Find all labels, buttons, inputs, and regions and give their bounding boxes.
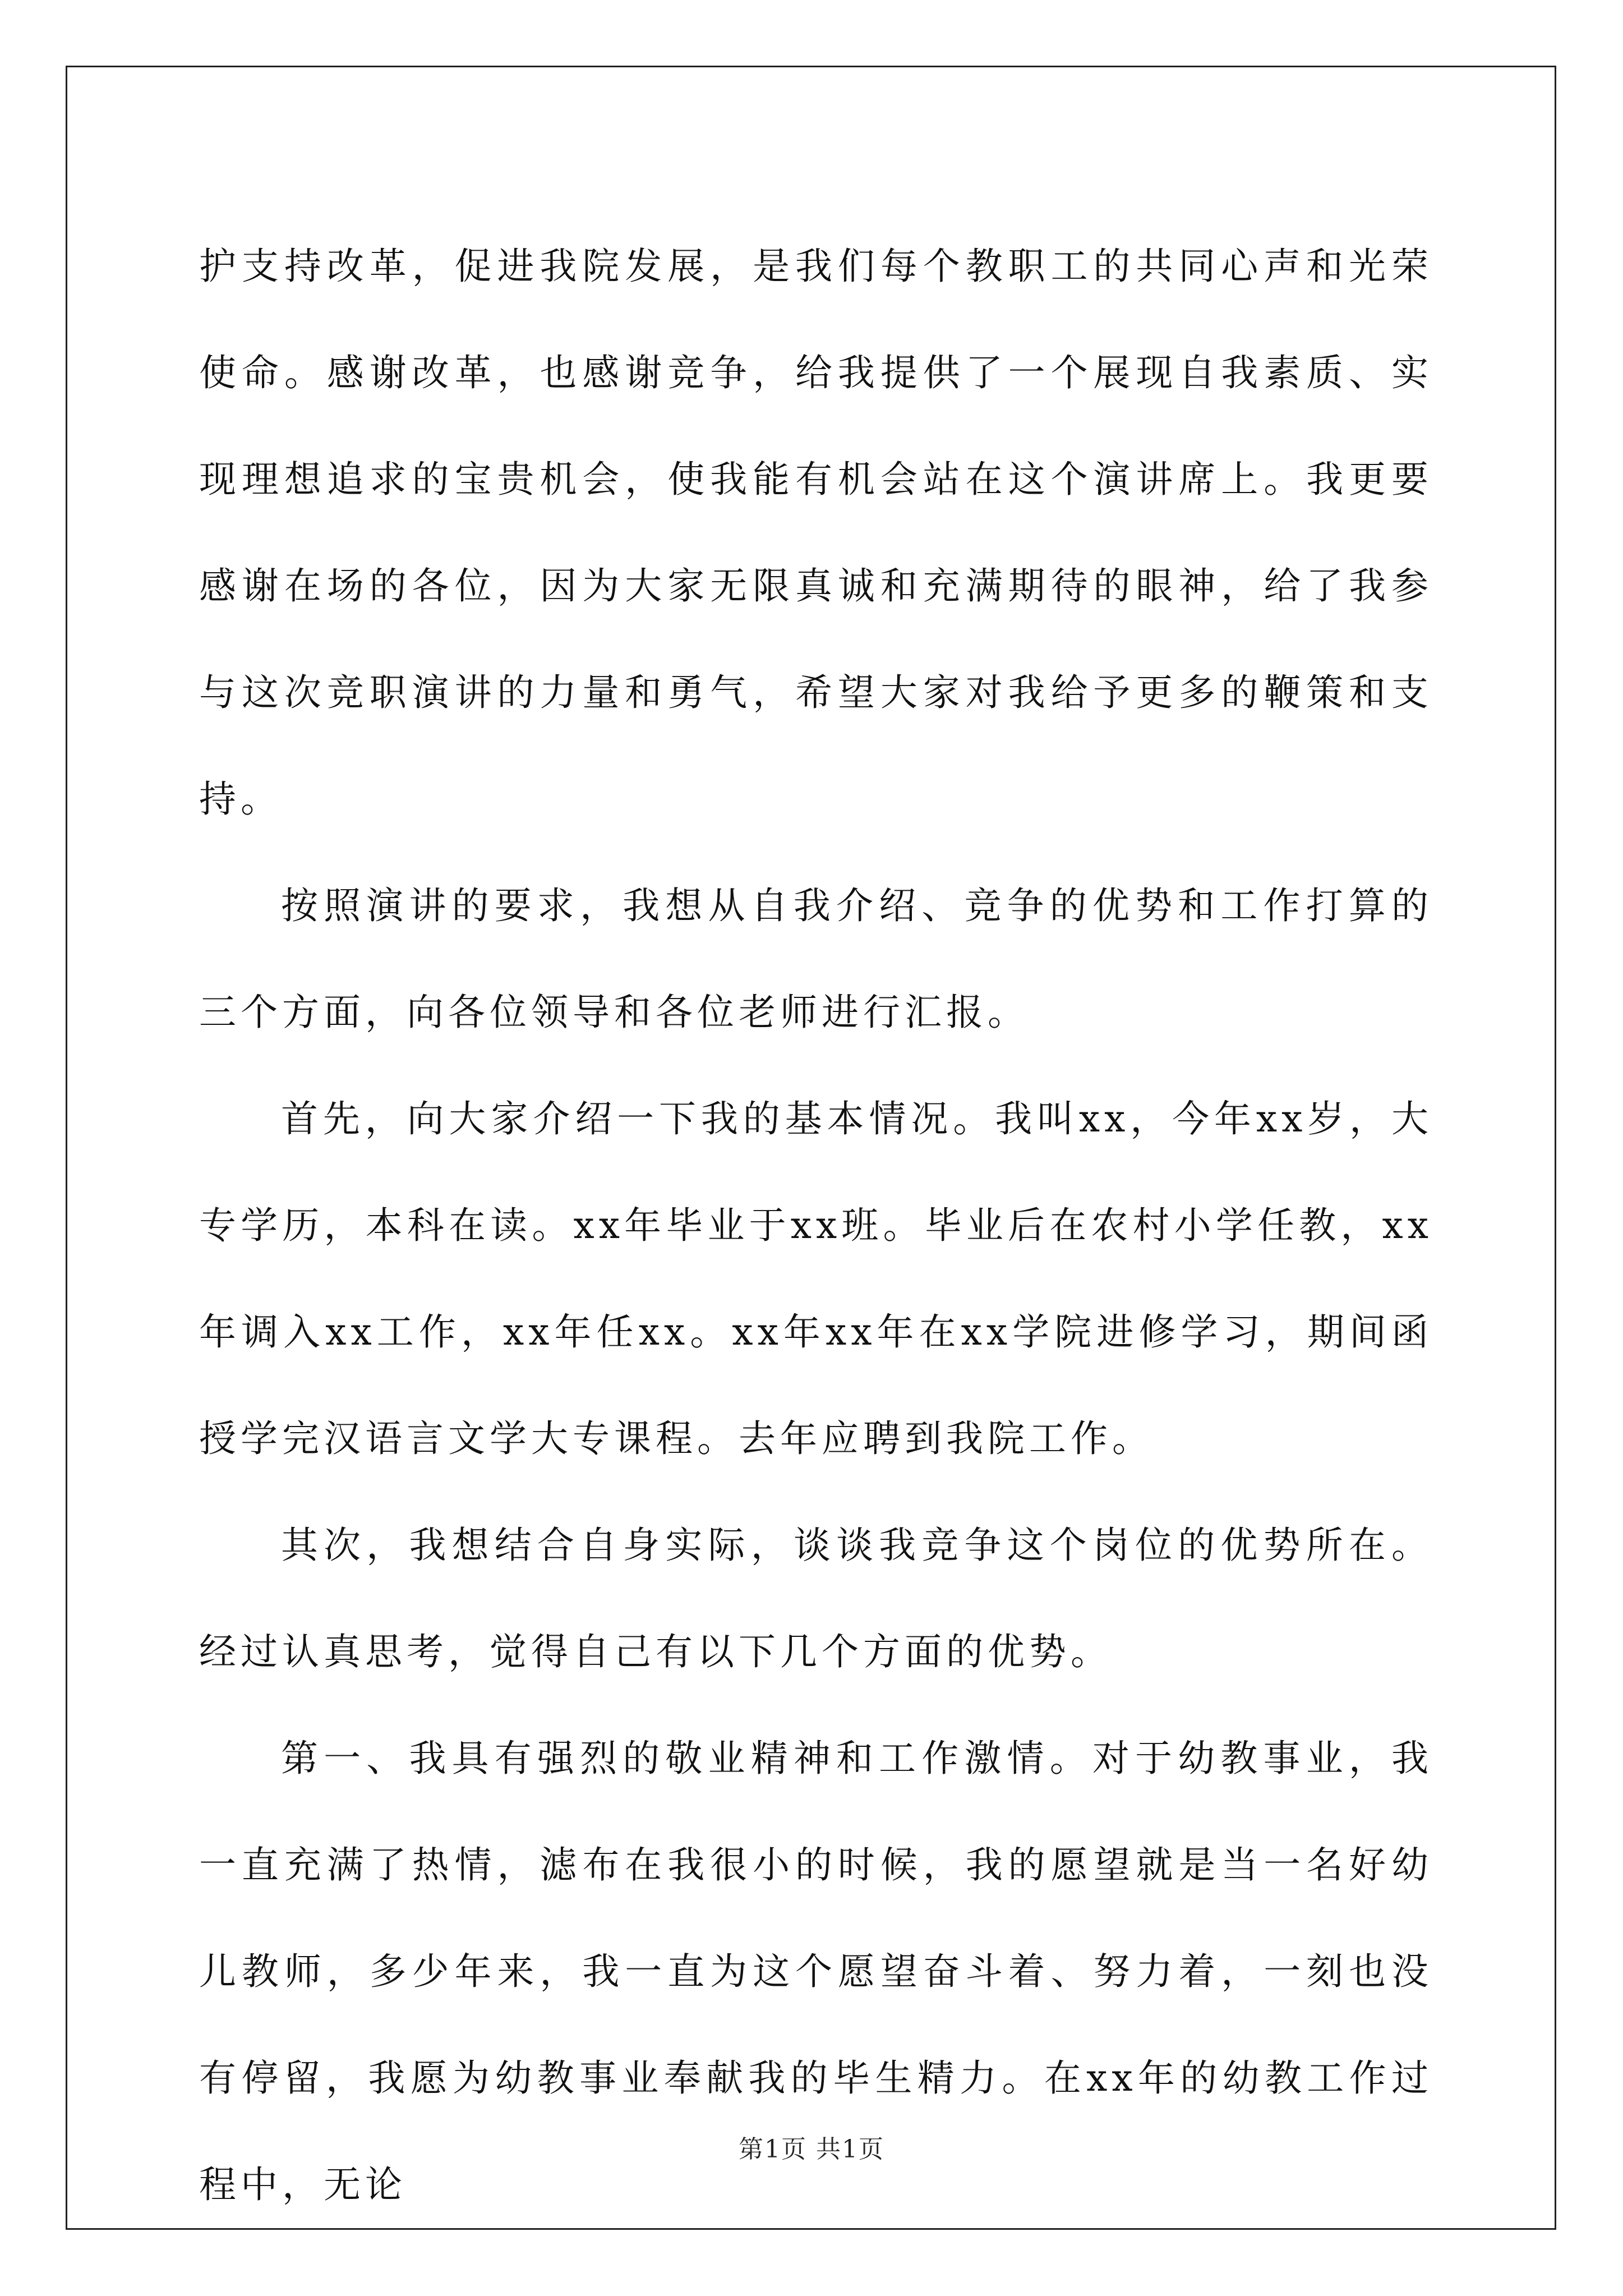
paragraph-3: 首先，向大家介绍一下我的基本情况。我叫xx，今年xx岁，大专学历，本科在读。xx年毕业于xx班。毕业后在农村小学任教，xx年调入xx工作，xx年任xx。xx年xx年在xx学院进修学习，期间函授学完汉语言文学大专课程。去年应聘到我院工作。	[199, 1097, 1433, 1460]
document-body	[199, 213, 1433, 2238]
paragraph-1: 护支持改革，促进我院发展，是我们每个教职工的共同心声和光荣使命。感谢改革，也感谢竞争，给我提供了一个展现自我素质、实现理想追求的宝贵机会，使我能有机会站在这个演讲席上。我更要感谢在场的各位，因为大家无限真诚和充满期待的眼神，给了我参与这次竞职演讲的力量和勇气，希望大家对我给予更多的鞭策和支持。	[199, 245, 1433, 821]
paragraph-4: 其次，我想结合自身实际，谈谈我竞争这个岗位的优势所在。经过认真思考，觉得自己有以下几个方面的优势。	[199, 1524, 1433, 1673]
paragraph-2: 按照演讲的要求，我想从自我介绍、竞争的优势和工作打算的三个方面，向各位领导和各位老师进行汇报。	[199, 884, 1433, 1034]
paragraph-5: 第一、我具有强烈的敬业精神和工作激情。对于幼教事业，我一直充满了热情，滤布在我很小的时候，我的愿望就是当一名好幼儿教师，多少年来，我一直为这个愿望奋斗着、努力着，一刻也没有停留，我愿为幼教事业奉献我的毕生精力。在xx年的幼教工作过程中，无论	[199, 1737, 1433, 2206]
page-footer: 第1页 共1页	[739, 2135, 884, 2164]
